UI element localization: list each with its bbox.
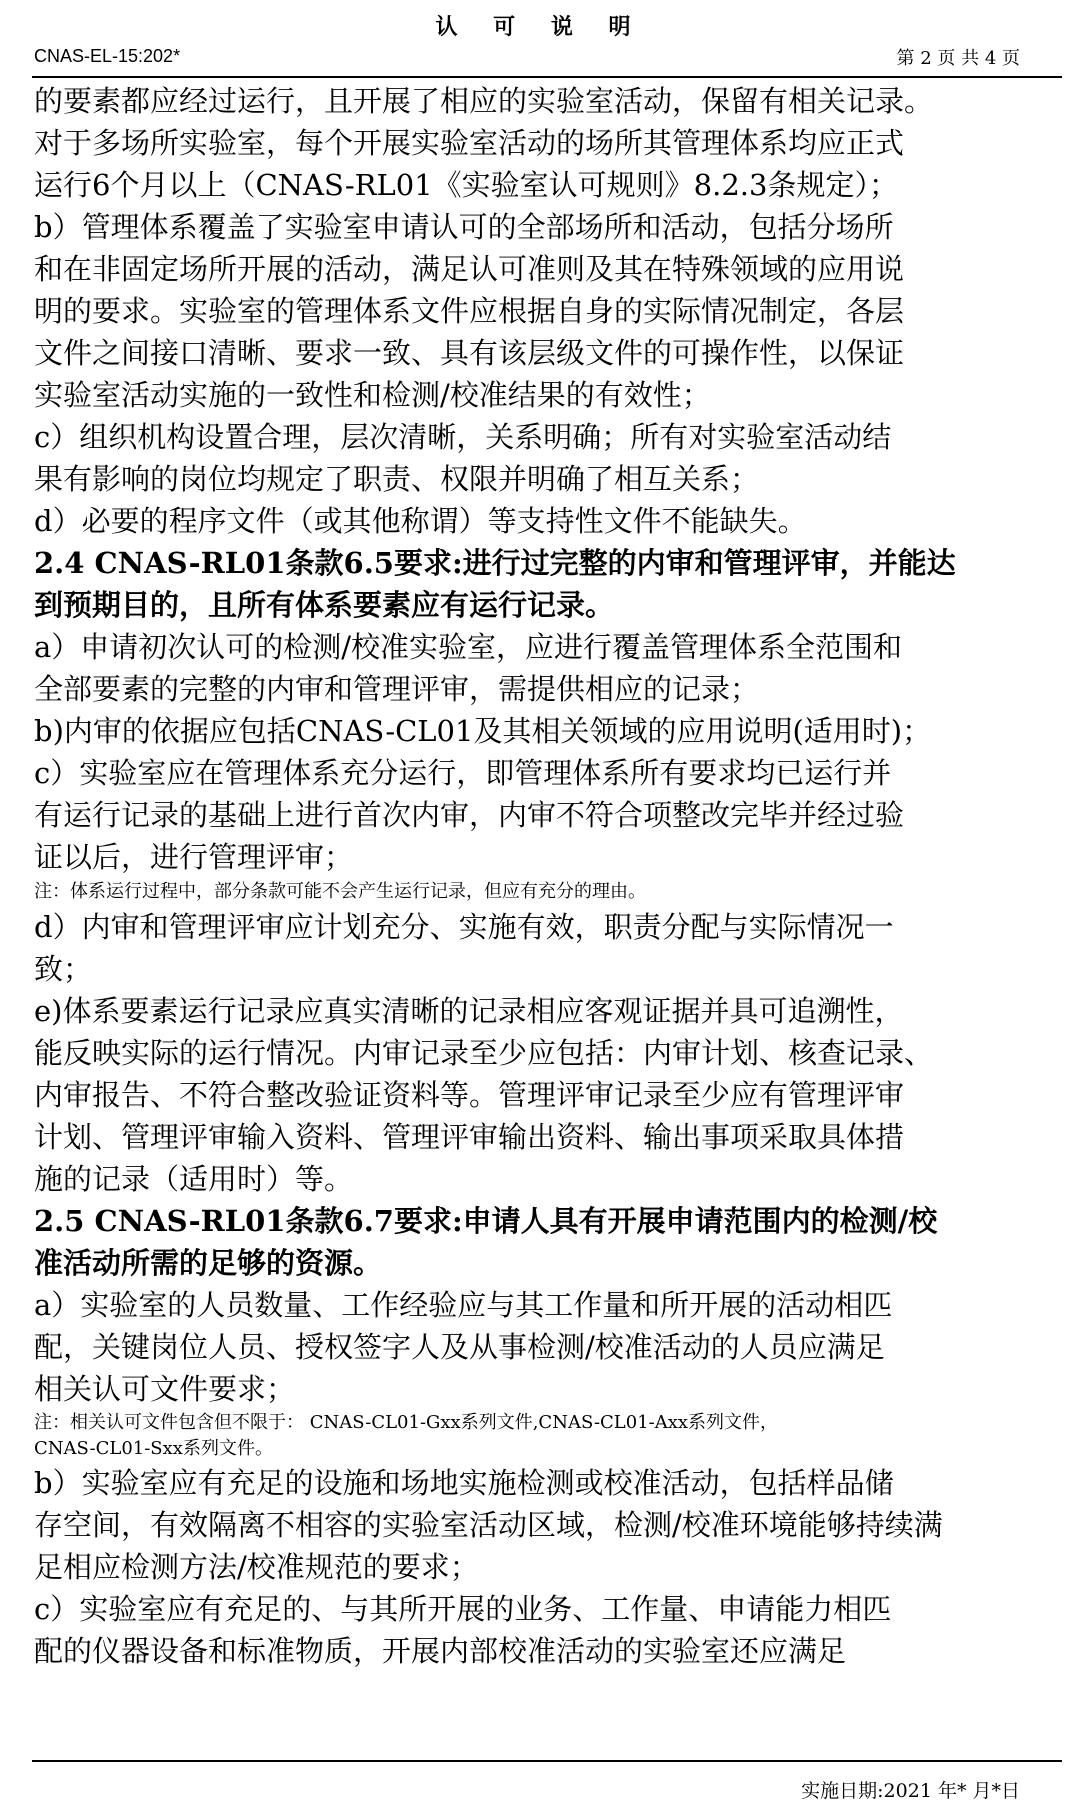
text-line: c）组织机构设置合理，层次清晰，关系明确；所有对实验室活动结: [34, 420, 892, 454]
text-line: 能反映实际的运行情况。内审记录至少应包括：内审计划、核查记录、: [34, 1036, 934, 1070]
document-code: CNAS-EL-15:202*: [34, 46, 181, 66]
text-line: d）内审和管理评审应计划充分、实施有效，职责分配与实际情况一: [34, 910, 894, 944]
text-line: 文件之间接口清晰、要求一致、具有该层级文件的可操作性，以保证: [34, 336, 905, 370]
note-line: 注：体系运行过程中，部分条款可能不会产生运行记录，但应有充分的理由。: [34, 881, 646, 902]
text-line: 配的仪器设备和标准物质，开展内部校准活动的实验室还应满足: [34, 1634, 847, 1668]
document-title: 认 可 说 明: [435, 15, 645, 40]
text-line: 明的要求。实验室的管理体系文件应根据自身的实际情况制定，各层: [34, 294, 905, 328]
text-line: a）实验室的人员数量、工作经验应与其工作量和所开展的活动相匹: [34, 1288, 893, 1322]
note-line: 注：相关认可文件包含但不限于： CNAS-CL01-Gxx系列文件,CNAS-CL01-Axx系列文件，: [34, 1412, 779, 1433]
text-line: 果有影响的岗位均规定了职责、权限并明确了相互关系；: [34, 462, 760, 496]
text-line: b）实验室应有充足的设施和场地实施检测或校准活动，包括样品储: [34, 1466, 894, 1500]
text-line: a）申请初次认可的检测/校准实验室，应进行覆盖管理体系全范围和: [34, 630, 903, 664]
text-line: 施的记录（适用时）等。: [34, 1162, 354, 1196]
header-rule: [32, 76, 1062, 78]
text-line: c）实验室应在管理体系充分运行，即管理体系所有要求均已运行并: [34, 756, 892, 790]
text-line: 有运行记录的基础上进行首次内审，内审不符合项整改完毕并经过验: [34, 798, 905, 832]
page-number: 第 2 页 共 4 页: [896, 48, 1020, 69]
text-line: 全部要素的完整的内审和管理评审，需提供相应的记录；: [34, 672, 760, 706]
text-line: 相关认可文件要求；: [34, 1372, 296, 1406]
text-line: 存空间，有效隔离不相容的实验室活动区域，检测/校准环境能够持续满: [34, 1508, 943, 1542]
section-heading-2-4-cont: 到预期目的，且所有体系要素应有运行记录。: [34, 588, 615, 622]
note-line: CNAS-CL01-Sxx系列文件。: [34, 1438, 273, 1459]
text-line: 运行6个月以上（CNAS-RL01《实验室认可规则》8.2.3条规定）；: [34, 168, 898, 202]
section-heading-2-5: 2.5 CNAS-RL01条款6.7要求:申请人具有开展申请范围内的检测/校: [34, 1204, 938, 1238]
effective-date: 实施日期:2021 年* 月*日: [801, 1780, 1020, 1802]
text-line: 和在非固定场所开展的活动，满足认可准则及其在特殊领域的应用说: [34, 252, 905, 286]
text-line: 实验室活动实施的一致性和检测/校准结果的有效性；: [34, 378, 711, 412]
text-line: b)内审的依据应包括CNAS-CL01及其相关领域的应用说明(适用时)；: [34, 714, 932, 748]
text-line: 的要素都应经过运行，且开展了相应的实验室活动，保留有相关记录。: [34, 84, 934, 118]
section-heading-2-4: 2.4 CNAS-RL01条款6.5要求:进行过完整的内审和管理评审，并能达: [34, 546, 956, 580]
text-line: b）管理体系覆盖了实验室申请认可的全部场所和活动，包括分场所: [34, 210, 894, 244]
text-line: c）实验室应有充足的、与其所开展的业务、工作量、申请能力相匹: [34, 1592, 892, 1626]
text-line: d）必要的程序文件（或其他称谓）等支持性文件不能缺失。: [34, 504, 807, 538]
text-line: e)体系要素运行记录应真实清晰的记录相应客观证据并具可追溯性，: [34, 994, 904, 1028]
text-line: 证以后，进行管理评审；: [34, 840, 354, 874]
text-line: 计划、管理评审输入资料、管理评审输出资料、输出事项采取具体措: [34, 1120, 905, 1154]
text-line: 配，关键岗位人员、授权签字人及从事检测/校准活动的人员应满足: [34, 1330, 885, 1364]
text-line: 对于多场所实验室，每个开展实验室活动的场所其管理体系均应正式: [34, 126, 905, 160]
section-heading-2-5-cont: 准活动所需的足够的资源。: [34, 1246, 383, 1280]
document-body: [34, 80, 1044, 1672]
text-line: 内审报告、不符合整改验证资料等。管理评审记录至少应有管理评审: [34, 1078, 905, 1112]
text-line: 致；: [34, 952, 93, 986]
footer-rule: [32, 1760, 1062, 1762]
text-line: 足相应检测方法/校准规范的要求；: [34, 1550, 479, 1584]
